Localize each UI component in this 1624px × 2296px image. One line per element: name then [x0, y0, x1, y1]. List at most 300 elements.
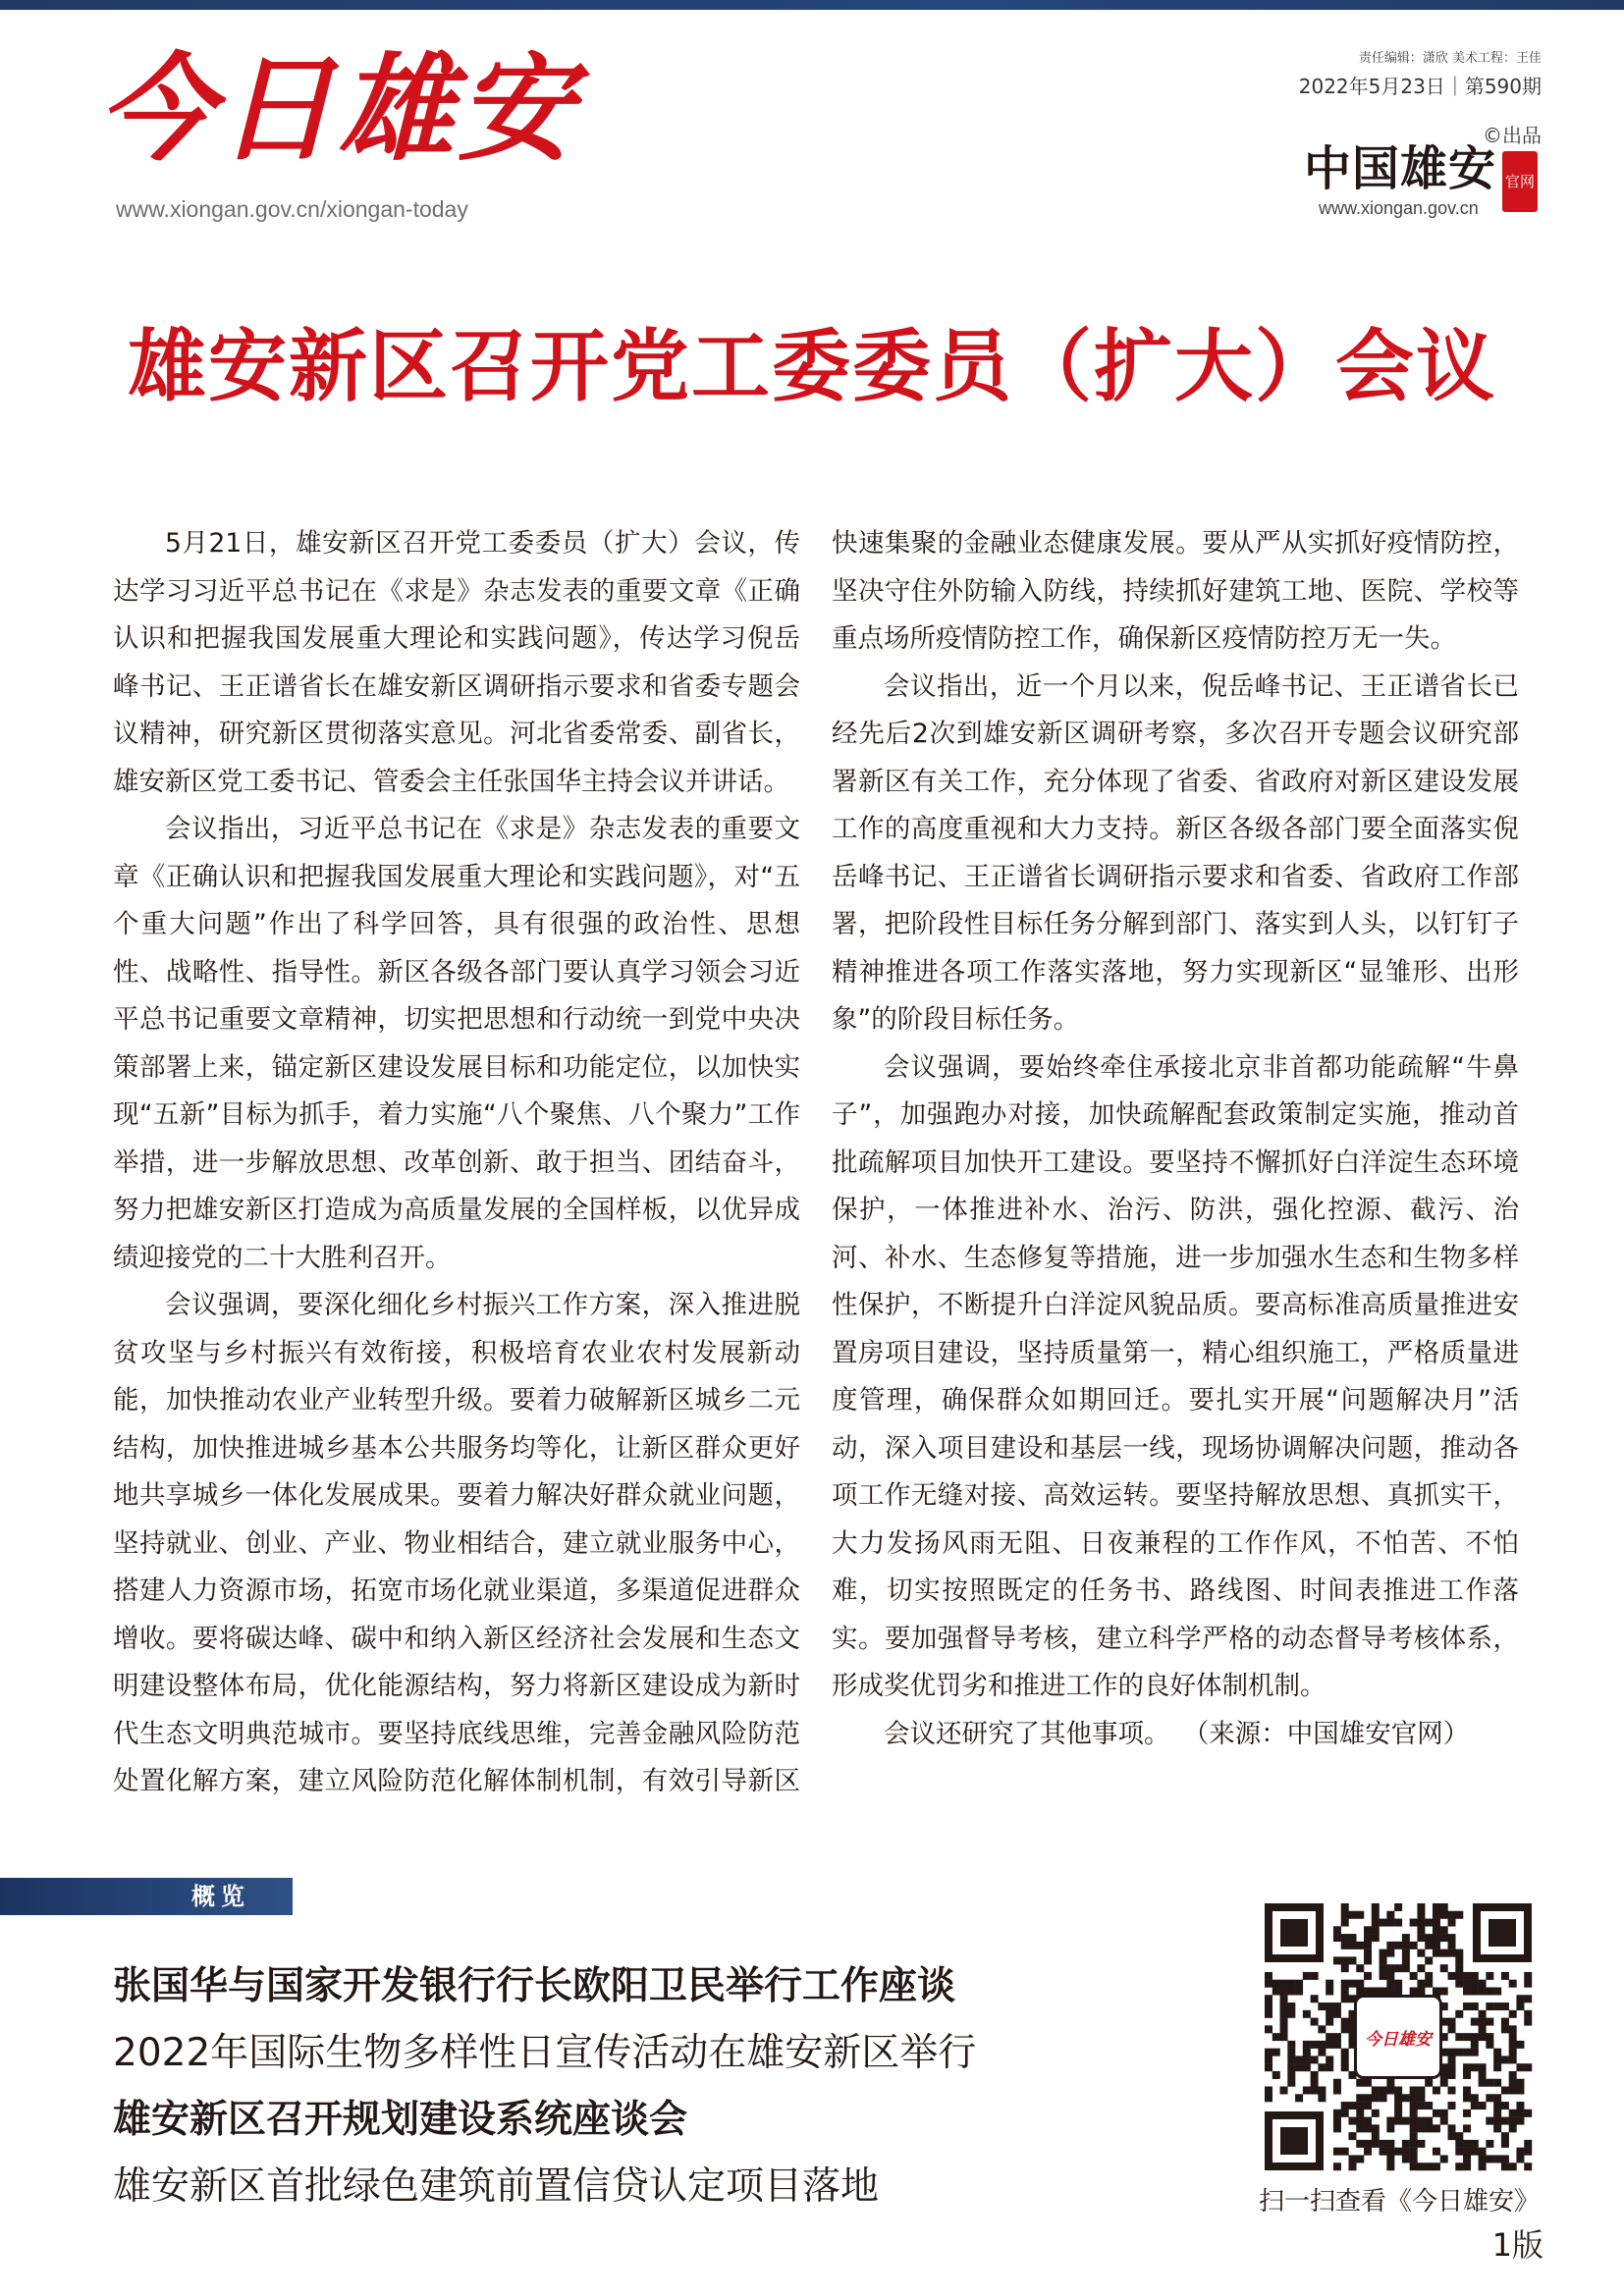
qr-module [1394, 2102, 1402, 2109]
qr-module [1471, 1972, 1479, 1980]
qr-module [1326, 2002, 1333, 2010]
qr-module [1440, 1911, 1448, 1919]
publisher-note: ©出品 [1483, 124, 1542, 147]
qr-module [1524, 2140, 1532, 2148]
qr-module [1433, 1911, 1440, 1919]
qr-module [1440, 2117, 1448, 2125]
qr-module [1356, 1964, 1364, 1972]
qr-module [1479, 2102, 1487, 2109]
qr-module [1394, 2148, 1402, 2156]
publisher-url[interactable]: www.xiongan.gov.cn [1319, 198, 1479, 218]
qr-module [1509, 2124, 1517, 2132]
summary-item[interactable]: 雄安新区召开规划建设系统座谈会 [113, 2098, 688, 2142]
qr-module [1386, 2140, 1394, 2148]
qr-module [1311, 2087, 1319, 2095]
qr-module [1516, 2002, 1524, 2010]
qr-module [1463, 2087, 1471, 2095]
qr-module [1311, 1995, 1319, 2002]
qr-module [1471, 2049, 1479, 2056]
qr-module [1386, 1972, 1394, 1980]
qr-module [1287, 2041, 1295, 2049]
qr-module [1410, 1919, 1418, 1927]
qr-module [1463, 2109, 1471, 2117]
qr-module [1333, 2002, 1341, 2010]
article-paragraph: 会议强调，要深化细化乡村振兴工作方案，深入推进脱贫攻坚与乡村振兴有效衔接，积极培育农业农村发展新动能，加快推动农业产业转型升级。要着力破解新区城乡二元结构，加快推进城乡基本公共服务均等化，让新区群众更好地共享城乡一体化发展成果。要着力解决好群众就业问题，坚持就业、创业、产业、物业相结合，建立就业服务中心，搭建人力资源市场，拓宽市场化就业渠道，多渠道促进群众增收。要将碳达峰、碳中和纳入新区经济社会发展和生态文明建设整体布局，优化能源结构，努力将新区建设成为新时代生态文明典范城市。要坚持底线思维，完善金融风险防范处置化解方案，建立风险防范化解体制机制，有效引导新区快速集聚的金融业态健康发展。要从严从实抓好疫情防控，坚决守住外防输入防线，持续抓好建筑工地、医院、学校等重点场所疫情防控工作，确保新区疫情防控万无一失。 [113, 528, 1519, 1796]
qr-module [1479, 2079, 1487, 2087]
article-headline: 雄安新区召开党工委委员（扩大）会议 [128, 321, 1496, 412]
qr-module [1516, 2102, 1524, 2109]
qr-module [1455, 1956, 1463, 1964]
qr-module [1272, 2049, 1280, 2056]
qr-module [1448, 1919, 1456, 1927]
qr-module [1265, 2087, 1272, 2095]
qr-module [1341, 2049, 1349, 2056]
qr-module [1280, 2010, 1288, 2018]
qr-module [1287, 2002, 1295, 2010]
qr-module [1364, 2117, 1372, 2125]
qr-module [1348, 2155, 1356, 2163]
qr-module [1303, 2063, 1311, 2071]
qr-module [1348, 2132, 1356, 2140]
qr-module [1509, 2087, 1517, 2095]
qr-module [1341, 1942, 1349, 1949]
qr-module [1509, 2109, 1517, 2117]
qr-module [1493, 2049, 1501, 2056]
qr-module [1516, 2079, 1524, 2087]
qr-module [1417, 2087, 1425, 2095]
qr-module [1356, 2140, 1364, 2148]
qr-module [1394, 1942, 1402, 1949]
qr-module [1417, 1934, 1425, 1942]
qr-module [1486, 2041, 1493, 2049]
qr-module [1394, 1964, 1402, 1972]
qr-module [1493, 2102, 1501, 2109]
qr-module [1333, 2010, 1341, 2018]
qr-module [1295, 2094, 1303, 2102]
qr-module [1265, 2010, 1272, 2018]
qr-module [1524, 2018, 1532, 2026]
qr-module [1493, 2079, 1501, 2087]
qr-module [1333, 2041, 1341, 2049]
qr-module [1410, 2102, 1418, 2109]
qr-module [1509, 2117, 1517, 2125]
qr-module [1501, 2102, 1509, 2109]
qr-module [1341, 1934, 1349, 1942]
publisher-stamp-icon [1502, 151, 1538, 212]
qr-module [1493, 2094, 1501, 2102]
qr-module [1417, 2124, 1425, 2132]
qr-module [1341, 2148, 1349, 2156]
qr-module [1333, 2109, 1341, 2117]
qr-module [1433, 2087, 1440, 2095]
qr-module [1425, 2102, 1433, 2109]
qr-module [1265, 1995, 1272, 2002]
qr-module [1493, 2124, 1501, 2132]
qr-module [1364, 1942, 1372, 1949]
qr-module [1448, 1911, 1456, 1919]
qr-module [1493, 1987, 1501, 1995]
qr-module [1471, 2148, 1479, 2156]
qr-module [1524, 2109, 1532, 2117]
summary-item[interactable]: 雄安新区首批绿色建筑前置信贷认定项目落地 [113, 2164, 880, 2209]
qr-module [1524, 2163, 1532, 2170]
qr-module [1326, 2018, 1333, 2026]
qr-module [1356, 1942, 1364, 1949]
qr-module [1386, 2124, 1394, 2132]
qr-module [1486, 2140, 1493, 2148]
qr-module [1356, 1980, 1364, 1988]
qr-module [1394, 2087, 1402, 2095]
qr-module [1509, 1980, 1517, 1988]
qr-module [1524, 2148, 1532, 2156]
qr-module [1386, 1911, 1394, 1919]
qr-module [1318, 2063, 1326, 2071]
qr-module [1341, 1956, 1349, 1964]
qr-module [1463, 1987, 1471, 1995]
qr-module [1280, 2033, 1288, 2041]
summary-item[interactable]: 2022年国际生物多样性日宣传活动在雄安新区举行 [113, 2031, 977, 2075]
qr-module [1509, 2033, 1517, 2041]
issue-date: 2022年5月23日｜第590期 [1298, 75, 1542, 98]
qr-module [1295, 1987, 1303, 1995]
qr-module [1372, 1926, 1380, 1934]
qr-module [1463, 1980, 1471, 1988]
qr-module [1486, 2094, 1493, 2102]
qr-module [1471, 1980, 1479, 1988]
qr-module [1380, 1919, 1387, 1927]
qr-module [1287, 2056, 1295, 2063]
summary-section-label: 概览 [191, 1883, 250, 1910]
qr-module [1326, 1987, 1333, 1995]
qr-module [1364, 1934, 1372, 1942]
qr-module [1386, 2148, 1394, 2156]
qr-module [1433, 2163, 1440, 2170]
qr-module [1356, 1911, 1364, 1919]
qr-module [1471, 2018, 1479, 2026]
qr-module [1410, 2087, 1418, 2095]
qr-module [1311, 2071, 1319, 2079]
qr-module [1287, 2063, 1295, 2071]
qr-module [1364, 2124, 1372, 2132]
qr-module [1501, 2155, 1509, 2163]
qr-module [1471, 2033, 1479, 2041]
qr-module [1386, 2087, 1394, 2095]
summary-item[interactable]: 张国华与国家开发银行行长欧阳卫民举行工作座谈 [113, 1964, 956, 2008]
qr-module [1402, 1964, 1410, 1972]
qr-module [1311, 1972, 1319, 1980]
qr-module [1509, 2056, 1517, 2063]
qr-module [1348, 2117, 1356, 2125]
qr-module [1410, 2163, 1418, 2170]
qr-module [1380, 2087, 1387, 2095]
qr-module [1433, 1942, 1440, 1949]
qr-module [1417, 1949, 1425, 1957]
qr-module [1501, 2117, 1509, 2125]
qr-module [1295, 1980, 1303, 1988]
qr-module [1448, 2025, 1456, 2033]
qr-module [1356, 2102, 1364, 2109]
article-paragraph: 会议指出，近一个月以来，倪岳峰书记、王正谱省长已经先后2次到雄安新区调研考察，多次召开专题会议研究部署新区有关工作，充分体现了省委、省政府对新区建设发展工作的高度重视和大力支持。新区各级各部门要全面落实倪岳峰书记、王正谱省长调研指示要求和省委、省政府工作部署，把阶段性目标任务分解到部门、落实到人头，以钉钉子精神推进各项工作落实落地，努力实现新区“显雏形、出形象”的阶段目标任务。 [832, 670, 1519, 1035]
qr-module [1448, 2087, 1456, 2095]
qr-module [1341, 2102, 1349, 2109]
qr-module [1280, 1987, 1288, 1995]
qr-module [1333, 2124, 1341, 2132]
qr-module [1364, 2140, 1372, 2148]
qr-module [1394, 1980, 1402, 1988]
qr-module [1341, 2018, 1349, 2026]
qr-module [1265, 2094, 1272, 2102]
qr-module [1318, 2049, 1326, 2056]
qr-module [1364, 1972, 1372, 1980]
qr-module [1440, 1964, 1448, 1972]
qr-module [1425, 1942, 1433, 1949]
qr-module [1333, 2033, 1341, 2041]
qr-module [1318, 2041, 1326, 2049]
qr-module [1295, 2063, 1303, 2071]
qr-module [1440, 2079, 1448, 2087]
qr-module [1455, 2033, 1463, 2041]
qr-module [1455, 2010, 1463, 2018]
qr-module [1486, 2018, 1493, 2026]
qr-module [1455, 1980, 1463, 1988]
qr-module [1448, 2132, 1456, 2140]
qr-module [1386, 1964, 1394, 1972]
qr-module [1479, 2071, 1487, 2079]
qr-module [1372, 2087, 1380, 2095]
qr-module [1471, 2002, 1479, 2010]
qr-module [1386, 2079, 1394, 2087]
article-closing-text: 会议还研究了其他事项。 [884, 1718, 1170, 1749]
qr-module [1417, 2163, 1425, 2170]
qr-module [1364, 2102, 1372, 2109]
qr-module [1516, 2087, 1524, 2095]
qr-module [1479, 1987, 1487, 1995]
qr-module [1417, 1926, 1425, 1934]
qr-module [1417, 1919, 1425, 1927]
qr-module [1272, 1987, 1280, 1995]
qr-module [1479, 2025, 1487, 2033]
qr-module [1455, 1964, 1463, 1972]
qr-module [1486, 2079, 1493, 2087]
qr-module [1516, 2148, 1524, 2156]
qr-module [1311, 2041, 1319, 2049]
qr-module [1425, 1956, 1433, 1964]
qr-module [1448, 1934, 1456, 1942]
qr-module [1364, 1949, 1372, 1957]
qr-module [1364, 1926, 1372, 1934]
qr-module [1516, 1995, 1524, 2002]
masthead-url[interactable]: www.xiongan.gov.cn/xiongan-today [116, 196, 468, 222]
qr-module [1463, 2002, 1471, 2010]
qr-module [1265, 2049, 1272, 2056]
qr-module [1433, 1949, 1440, 1957]
qr-module [1493, 2002, 1501, 2010]
qr-module [1265, 2056, 1272, 2063]
qr-module [1356, 2155, 1364, 2163]
qr-module [1287, 1987, 1295, 1995]
page-number: 1版 [1491, 2226, 1543, 2264]
qr-module [1417, 2140, 1425, 2148]
qr-module [1501, 2002, 1509, 2010]
qr-module [1303, 2041, 1311, 2049]
qr-module [1440, 1934, 1448, 1942]
editors-credit: 责任编辑：潇欣 美术工程：王佳 [1358, 51, 1542, 66]
qr-module [1341, 2109, 1349, 2117]
qr-module [1471, 2102, 1479, 2109]
qr-caption: 扫一扫查看《今日雄安》 [1258, 2187, 1540, 2216]
qr-module [1448, 1949, 1456, 1957]
qr-module [1295, 2056, 1303, 2063]
qr-module [1380, 2148, 1387, 2156]
qr-badge [1354, 1995, 1442, 2079]
qr-module [1410, 2124, 1418, 2132]
qr-module [1326, 2010, 1333, 2018]
qr-module [1516, 2063, 1524, 2071]
qr-module [1303, 2010, 1311, 2018]
article-paragraph: 5月21日，雄安新区召开党工委委员（扩大）会议，传达学习习近平总书记在《求是》杂志发表的重要文章《正确认识和把握我国发展重大理论和实践问题》，传达学习倪岳峰书记、王正谱省长在雄安新区调研指示要求和省委专题会议精神，研究新区贯彻落实意见。河北省委常委、副省长，雄安新区党工委书记、管委会主任张国华主持会议并讲话。 [113, 528, 800, 797]
qr-module [1372, 2124, 1380, 2132]
qr-module [1448, 2049, 1456, 2056]
qr-module [1372, 2132, 1380, 2140]
qr-module [1272, 2033, 1280, 2041]
qr-module [1493, 2063, 1501, 2071]
qr-module [1501, 2140, 1509, 2148]
qr-module [1265, 1980, 1272, 1988]
qr-module [1493, 2155, 1501, 2163]
publisher-stamp-text: 官网 [1504, 173, 1535, 190]
qr-module [1463, 2049, 1471, 2056]
qr-module [1524, 2063, 1532, 2071]
qr-module [1386, 1980, 1394, 1988]
qr-module [1463, 2063, 1471, 2071]
qr-module [1303, 1972, 1311, 1980]
article-paragraph: 会议指出，习近平总书记在《求是》杂志发表的重要文章《正确认识和把握我国发展重大理论和实践问题》，对“五个重大问题”作出了科学回答，具有很强的政治性、思想性、战略性、指导性。新区各级各部门要认真学习领会习近平总书记重要文章精神，切实把思想和行动统一到党中央决策部署上来，锚定新区建设发展目标和功能定位，以加快实现“五新”目标为抓手，着力实施“八个聚焦、八个聚力”工作举措，进一步解放思想、改革创新、敢于担当、团结奋斗，努力把雄安新区打造成为高质量发展的全国样板，以优异成绩迎接党的二十大胜利召开。 [113, 814, 800, 1273]
qr-module [1372, 2094, 1380, 2102]
qr-module [1417, 2117, 1425, 2125]
qr-module [1287, 2079, 1295, 2087]
qr-module [1341, 1987, 1349, 1995]
qr-module [1410, 2155, 1418, 2163]
qr-module [1455, 2163, 1463, 2170]
qr-module [1463, 2071, 1471, 2079]
qr-module [1265, 2025, 1272, 2033]
qr-module [1425, 1934, 1433, 1942]
qr-module [1501, 2132, 1509, 2140]
qr-module [1509, 2041, 1517, 2049]
qr-module [1364, 2079, 1372, 2087]
qr-module [1287, 2010, 1295, 2018]
qr-module [1501, 2056, 1509, 2063]
qr-module [1402, 1956, 1410, 1964]
qr-module [1341, 1995, 1349, 2002]
qr-module [1380, 2140, 1387, 2148]
top-accent-bar [0, 0, 1624, 10]
article-source: （来源：中国雄安官网） [1196, 1718, 1470, 1749]
qr-module [1440, 1949, 1448, 1957]
qr-module [1333, 1956, 1341, 1964]
qr-module [1341, 1919, 1349, 1927]
qr-module [1394, 1919, 1402, 1927]
masthead-logo: 今日雄安 [98, 40, 578, 177]
qr-module [1479, 2010, 1487, 2018]
qr-module [1486, 2155, 1493, 2163]
qr-module [1493, 2117, 1501, 2125]
qr-module [1448, 2102, 1456, 2109]
qr-module [1479, 2148, 1487, 2156]
article-paragraph: 会议强调，要始终牵住承接北京非首都功能疏解“牛鼻子”，加强跑办对接，加快疏解配套政策制定实施，推动首批疏解项目加快开工建设。要坚持不懈抓好白洋淀生态环境保护，一体推进补水、治污、防洪，强化控源、截污、治河、补水、生态修复等措施，进一步加强水生态和生物多样性保护，不断提升白洋淀风貌品质。要高标准高质量推进安置房项目建设，坚持质量第一，精心组织施工，严格质量进度管理，确保群众如期回迁。要扎实开展“问题解决月”活动，深入项目建设和基层一线，现场协调解决问题，推动各项工作无缝对接、高效运转。要坚持解放思想、真抓实干，大力发扬风雨无阻、日夜兼程的工作作风，不怕苦、不怕难，切实按照既定的任务书、路线图、时间表推进工作落实。要加强督导考核，建立科学严格的动态督导考核体系，形成奖优罚劣和推进工作的良好体制机制。 [832, 1051, 1519, 1701]
qr-module [1501, 2163, 1509, 2170]
qr-module [1386, 2117, 1394, 2125]
qr-module [1479, 1980, 1487, 1988]
qr-module [1455, 2049, 1463, 2056]
qr-module [1516, 2117, 1524, 2125]
qr-module [1326, 2041, 1333, 2049]
article-closing [832, 1711, 1519, 1759]
qr-module [1509, 2049, 1517, 2056]
qr-module [1425, 2124, 1433, 2132]
qr-module [1410, 1942, 1418, 1949]
qr-module [1341, 2063, 1349, 2071]
qr-module [1402, 1934, 1410, 1942]
qr-module [1524, 1980, 1532, 1988]
qr-module [1372, 1911, 1380, 1919]
qr-module [1265, 1972, 1272, 1980]
qr-module [1364, 1956, 1372, 1964]
qr-module [1479, 2018, 1487, 2026]
qr-module [1501, 1972, 1509, 1980]
qr-module [1486, 2002, 1493, 2010]
qr-module [1333, 2163, 1341, 2170]
qr-module [1348, 1980, 1356, 1988]
qr-module [1425, 1980, 1433, 1988]
qr-module [1348, 1942, 1356, 1949]
qr-module [1524, 1995, 1532, 2002]
qr-module [1311, 2018, 1319, 2026]
qr-module [1448, 1972, 1456, 1980]
qr-module [1463, 2140, 1471, 2148]
qr-module [1425, 2117, 1433, 2125]
qr-module [1280, 2018, 1288, 2026]
qr-module [1486, 2117, 1493, 2125]
qr-module [1402, 2117, 1410, 2125]
qr-module [1440, 2155, 1448, 2163]
qr-module [1440, 1903, 1448, 1911]
qr-module [1348, 1956, 1356, 1964]
qr-module [1501, 2018, 1509, 2026]
qr-module [1341, 1964, 1349, 1972]
qr-module [1326, 2063, 1333, 2071]
qr-module [1287, 2049, 1295, 2056]
qr-module [1402, 1949, 1410, 1957]
qr-module [1318, 2025, 1326, 2033]
qr-module [1425, 2079, 1433, 2087]
qr-module [1265, 2002, 1272, 2010]
qr-module [1486, 1987, 1493, 1995]
qr-module [1493, 2109, 1501, 2117]
qr-module [1410, 2094, 1418, 2102]
qr-module [1372, 1919, 1380, 1927]
qr-module [1333, 2079, 1341, 2087]
qr-module [1356, 2124, 1364, 2132]
qr-module [1516, 2155, 1524, 2163]
publisher-logo: 中国雄安 [1304, 141, 1497, 196]
qr-module [1471, 2063, 1479, 2071]
qr-module [1471, 2140, 1479, 2148]
qr-badge-text: 今日雄安 [1365, 2029, 1432, 2050]
qr-module [1380, 1949, 1387, 1957]
qr-module [1440, 1926, 1448, 1934]
qr-module [1433, 1926, 1440, 1934]
